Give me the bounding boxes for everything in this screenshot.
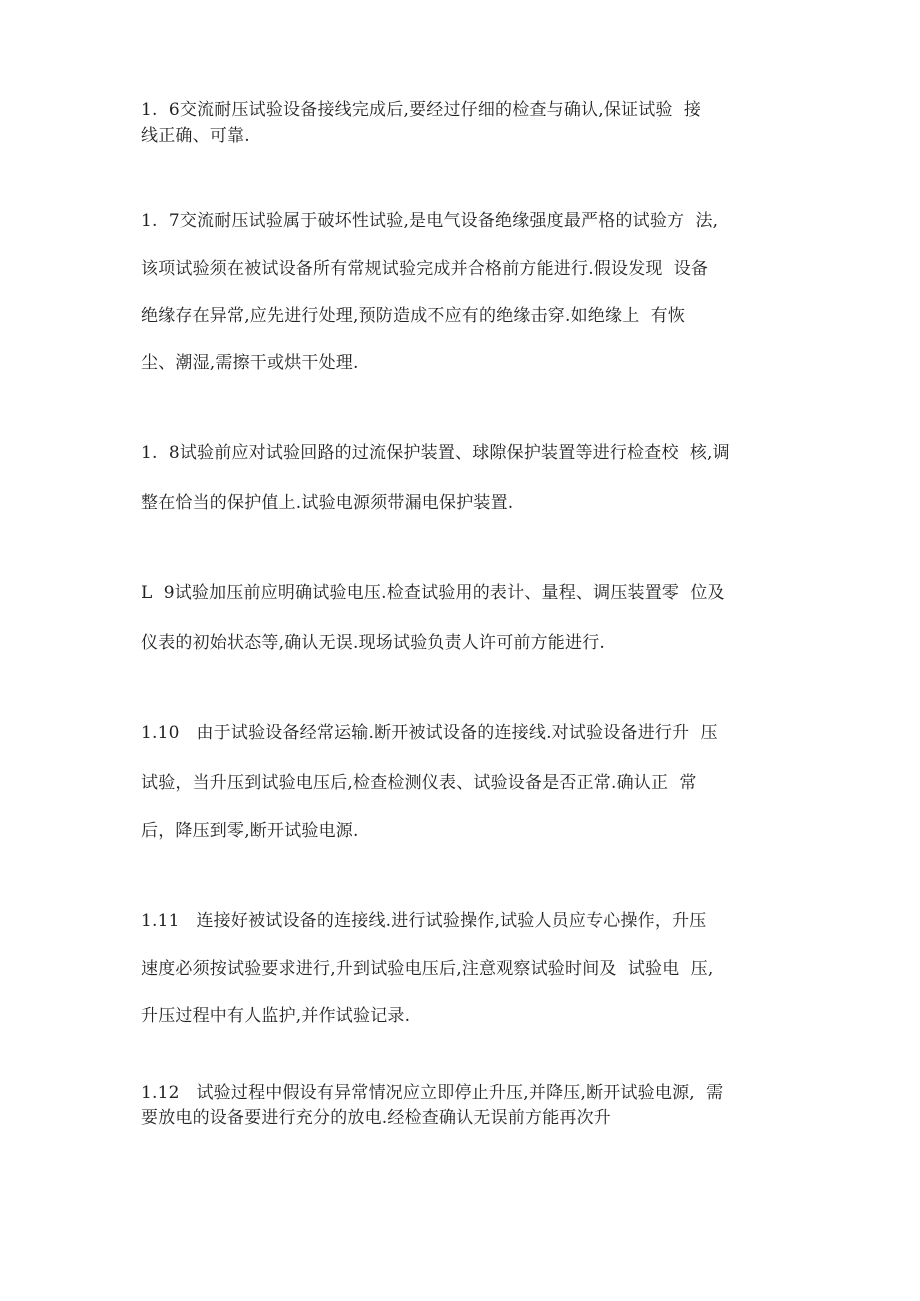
text-line: 绝缘存在异常,应先进行处理,预防造成不应有的绝缘击穿.如绝缘上 有恢 <box>141 306 686 326</box>
text-line: 仪表的初始状态等,确认无误.现场试验负责人许可前方能进行. <box>141 633 606 653</box>
text-line: 速度必须按试验要求进行,升到试验电压后,注意观察试验时间及 试验电 压, <box>141 959 714 979</box>
text-line: 1.10 由于试验设备经常运输.断开被试设备的连接线.对试验设备进行升 压 <box>141 723 718 743</box>
text-line: 整在恰当的保护值上.试验电源须带漏电保护装置. <box>141 493 514 513</box>
text-line: 1. 7交流耐压试验属于破坏性试验,是电气设备绝缘强度最严格的试验方 法, <box>141 211 719 231</box>
text-line: 试验，当升压到试验电压后,检查检测仪表、试验设备是否正常.确认正 常 <box>141 773 697 793</box>
text-line: 升压过程中有人监护,并作试验记录. <box>141 1006 411 1026</box>
text-line: 1. 8试验前应对试验回路的过流保护装置、球隙保护装置等进行检查校 核,调 <box>141 443 730 463</box>
text-line: 1.11 连接好被试设备的连接线.进行试验操作,试验人员应专心操作，升压 <box>141 911 707 931</box>
text-line: L 9试验加压前应明确试验电压.检查试验用的表计、量程、调压装置零 位及 <box>141 583 725 603</box>
text-line: 1.12 试验过程中假设有异常情况应立即停止升压,并降压,断开试验电源, 需 <box>141 1083 724 1103</box>
text-line: 尘、潮湿,需擦干或烘干处理. <box>141 353 359 373</box>
text-line: 该项试验须在被试设备所有常规试验完成并合格前方能进行.假设发现 设备 <box>141 259 709 279</box>
text-line: 线正确、可靠. <box>141 126 250 146</box>
text-line: 后，降压到零,断开试验电源. <box>141 821 359 841</box>
text-line: 要放电的设备要进行充分的放电.经检查确认无误前方能再次升 <box>141 1108 612 1128</box>
text-line: 1. 6交流耐压试验设备接线完成后,要经过仔细的检查与确认,保证试验 接 <box>141 100 702 120</box>
